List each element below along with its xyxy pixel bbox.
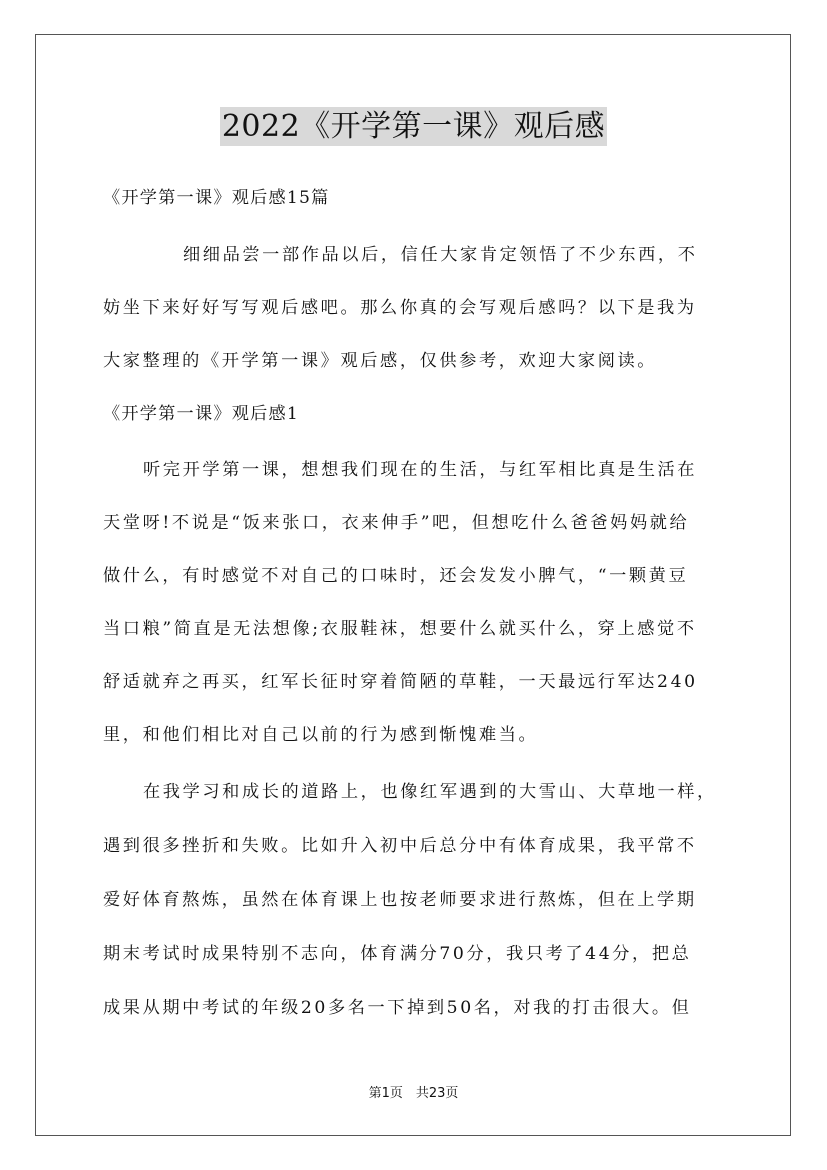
intro-line-3: 大家整理的《开学第一课》观后感，仅供参考，欢迎大家阅读。 xyxy=(103,351,658,371)
intro-line-2: 妨坐下来好好写写观后感吧。那么你真的会写观后感吗？以下是我为 xyxy=(103,298,697,318)
section-heading: 《开学第一课》观后感1 xyxy=(103,404,300,424)
paragraph2-line-2: 遇到很多挫折和失败。比如升入初中后总分中有体育成果，我平常不 xyxy=(103,836,697,856)
intro-line-1: 细细品尝一部作品以后，信任大家肯定领悟了不少东西，不 xyxy=(183,245,698,265)
document-subtitle: 《开学第一课》观后感15篇 xyxy=(103,188,330,208)
paragraph1-line-3: 做什么，有时感觉不对自己的口味时，还会发发小脾气，“一颗黄豆 xyxy=(103,566,689,586)
paragraph2-line-4: 期末考试时成果特别不志向，体育满分70分，我只考了44分，把总 xyxy=(103,944,692,964)
paragraph2-line-5: 成果从期中考试的年级20多名一下掉到50名，对我的打击很大。但 xyxy=(103,998,692,1018)
paragraph2-line-3: 爱好体育熬炼，虽然在体育课上也按老师要求进行熬炼，但在上学期 xyxy=(103,890,697,910)
paragraph1-line-5: 舒适就弃之再买，红军长征时穿着简陋的草鞋，一天最远行军达240 xyxy=(103,672,698,692)
paragraph1-line-6: 里，和他们相比对自己以前的行为感到惭愧难当。 xyxy=(103,725,539,745)
paragraph2-line-1: 在我学习和成长的道路上，也像红军遇到的大雪山、大草地一样， xyxy=(143,782,717,802)
paragraph1-line-1: 听完开学第一课，想想我们现在的生活，与红军相比真是生活在 xyxy=(143,460,698,480)
paragraph1-line-4: 当口粮”简直是无法想像;衣服鞋袜，想要什么就买什么，穿上感觉不 xyxy=(103,619,697,639)
document-title: 2022《开学第一课》观后感 xyxy=(221,109,606,144)
paragraph1-line-2: 天堂呀!不说是“饭来张口，衣来伸手”吧，但想吃什么爸爸妈妈就给 xyxy=(103,513,690,533)
page-number: 第1页 共23页 xyxy=(368,1086,459,1101)
